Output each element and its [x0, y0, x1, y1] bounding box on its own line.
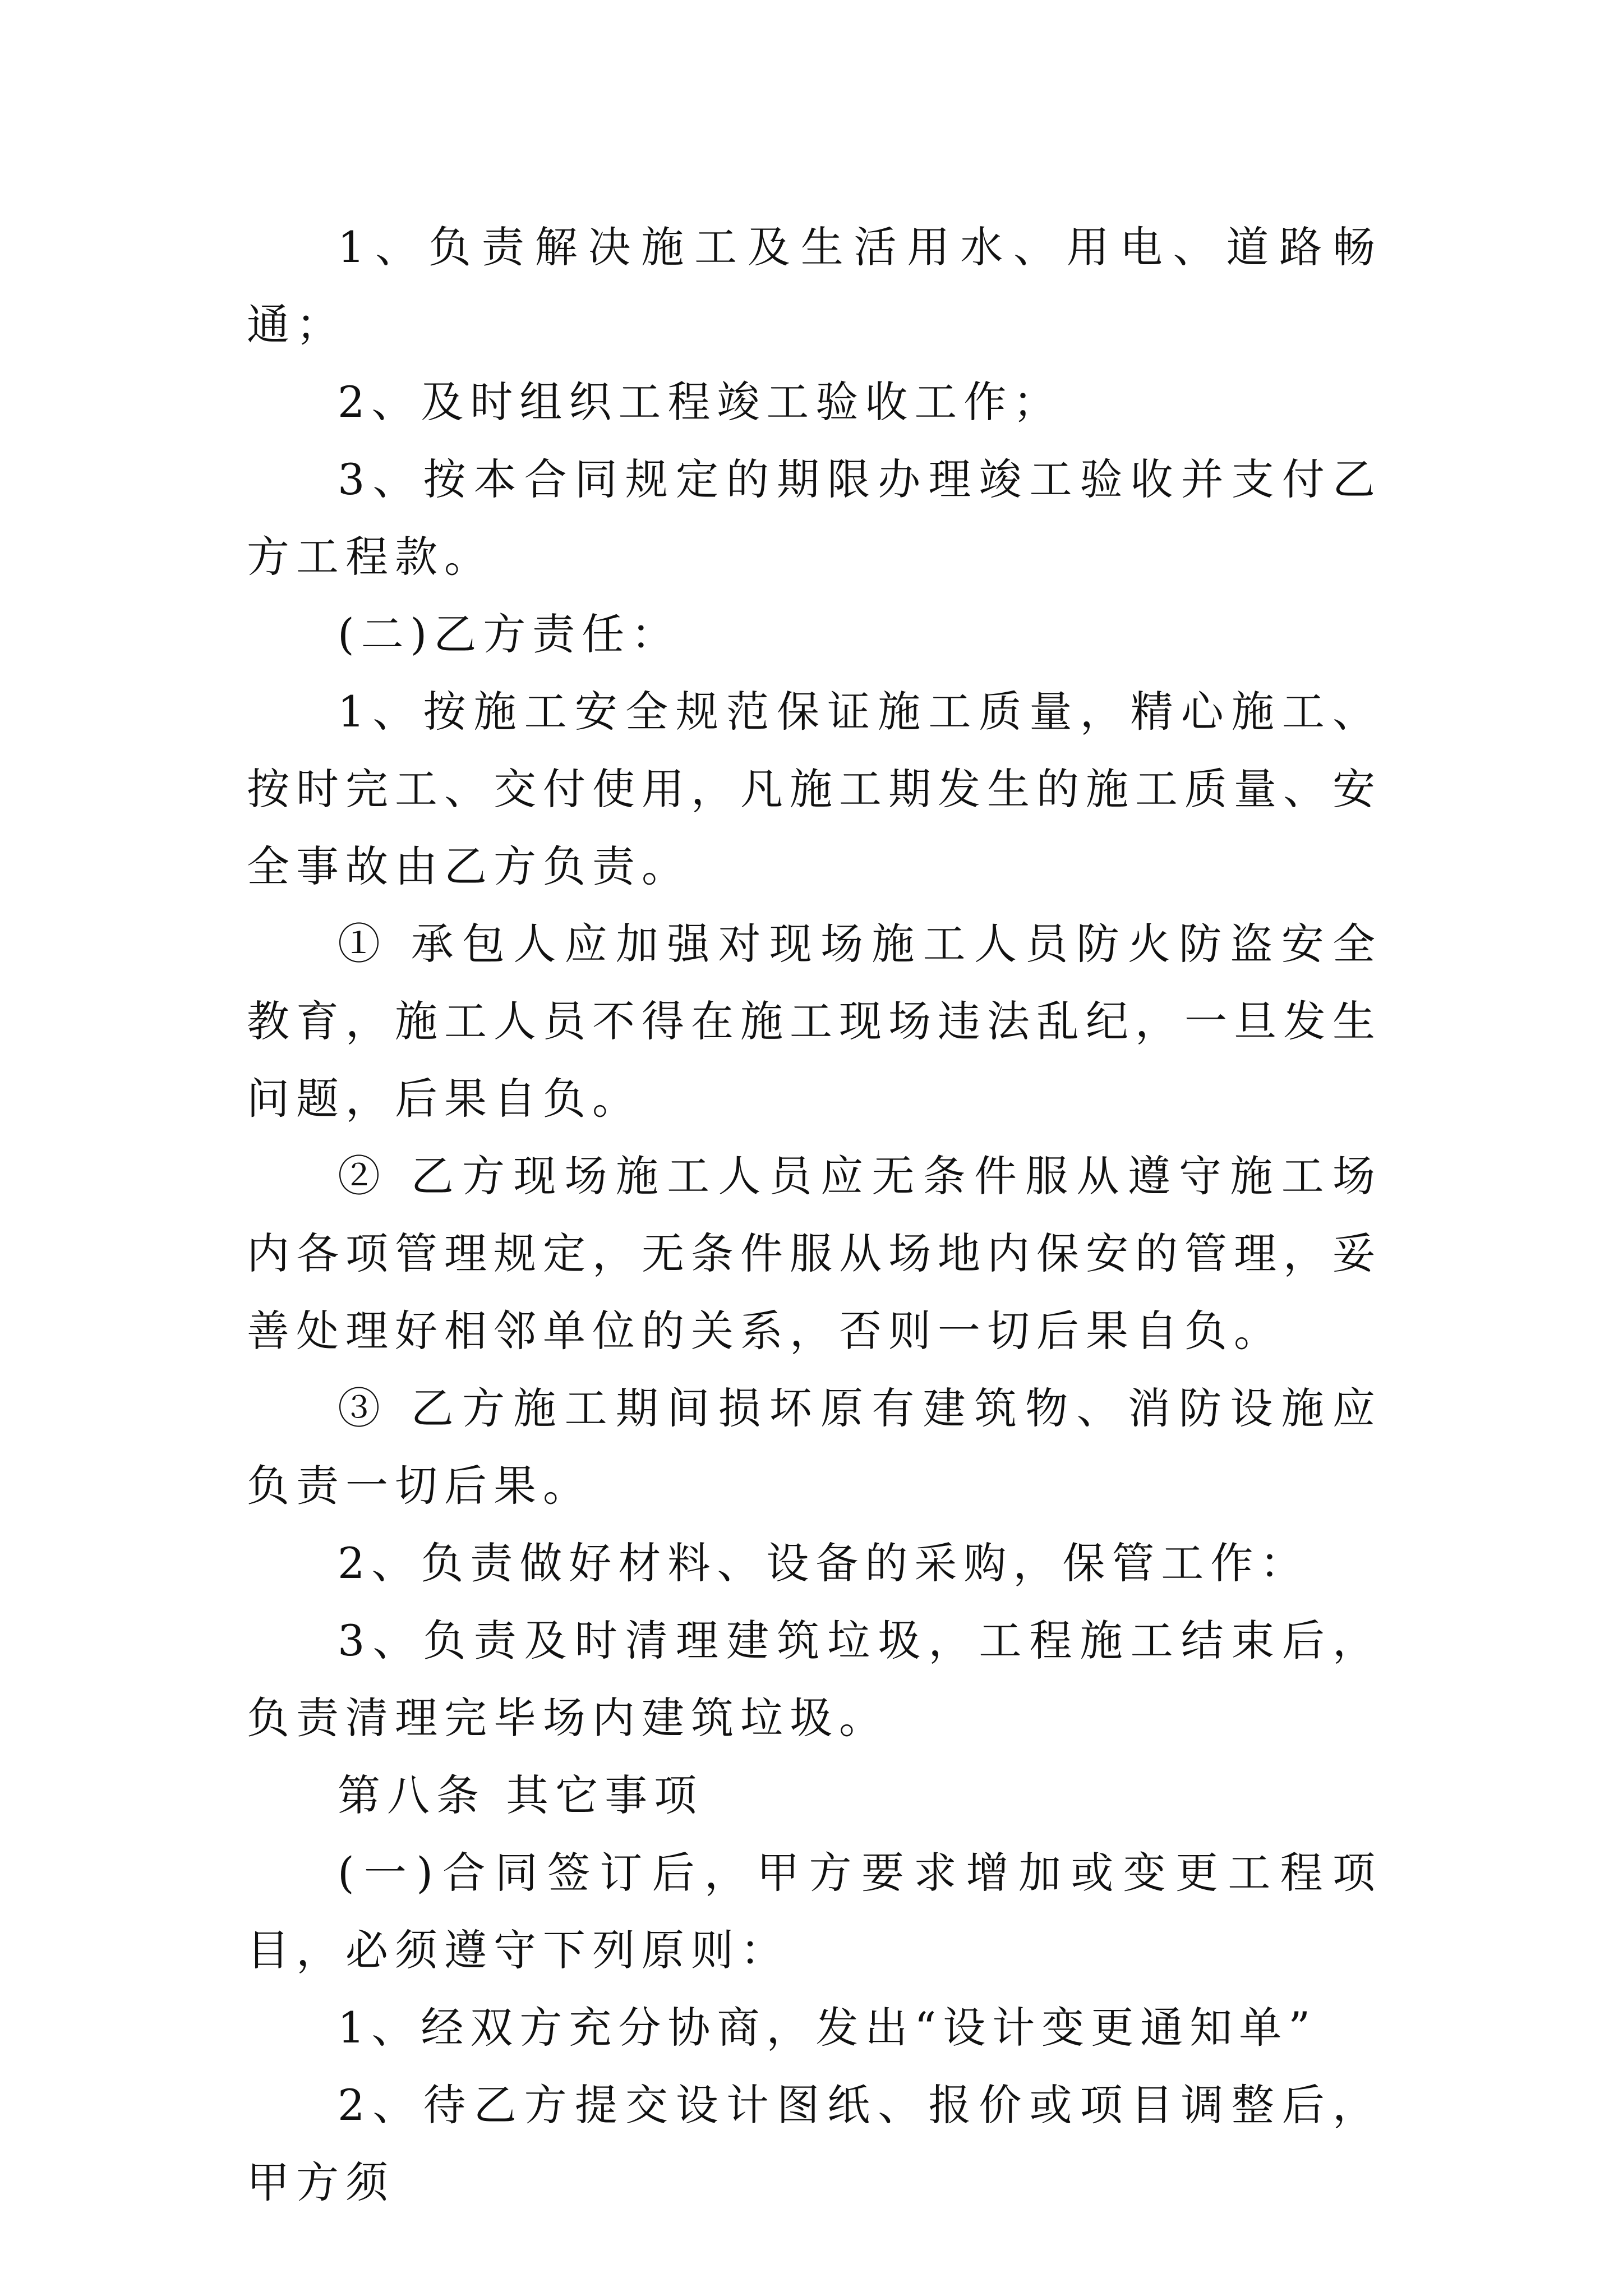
- paragraph: (一)合同签订后，甲方要求增加或变更工程项目，必须遵守下列原则：: [247, 1848, 1382, 1975]
- paragraph: 2、待乙方提交设计图纸、报价或项目调整后，甲方须: [247, 2080, 1382, 2207]
- paragraph: (二)乙方责任：: [338, 609, 681, 659]
- paragraph: ③ 乙方施工期间损坏原有建筑物、消防设施应负责一切后果。: [247, 1383, 1382, 1511]
- paragraph: 1、按施工安全规范保证施工质量，精心施工、按时完工、交付使用，凡施工期发生的施工质量、安全事故由乙方负责。: [247, 687, 1382, 891]
- paragraph: 2、及时组织工程竣工验收工作；: [338, 377, 1063, 427]
- paragraph: 3、负责及时清理建筑垃圾，工程施工结束后，负责清理完毕场内建筑垃圾。: [247, 1616, 1382, 1743]
- paragraph: 3、按本合同规定的期限办理竣工验收并支付乙方工程款。: [247, 454, 1382, 582]
- paragraph: 1、负责解决施工及生活用水、用电、道路畅通；: [247, 222, 1382, 349]
- paragraph: ② 乙方现场施工人员应无条件服从遵守施工场内各项管理规定，无条件服从场地内保安的管理，妥善处理好相邻单位的关系，否则一切后果自负。: [247, 1151, 1382, 1356]
- paragraph: 2、负责做好材料、设备的采购，保管工作：: [338, 1538, 1310, 1588]
- paragraph: 1、经双方充分协商，发出“设计变更通知单”: [338, 2003, 1317, 2053]
- body-text: [247, 209, 1382, 2221]
- paragraph: ① 承包人应加强对现场施工人员防火防盗安全教育，施工人员不得在施工现场违法乱纪，一旦发生问题，后果自负。: [247, 919, 1382, 1124]
- section-heading: 第八条 其它事项: [338, 1770, 704, 1820]
